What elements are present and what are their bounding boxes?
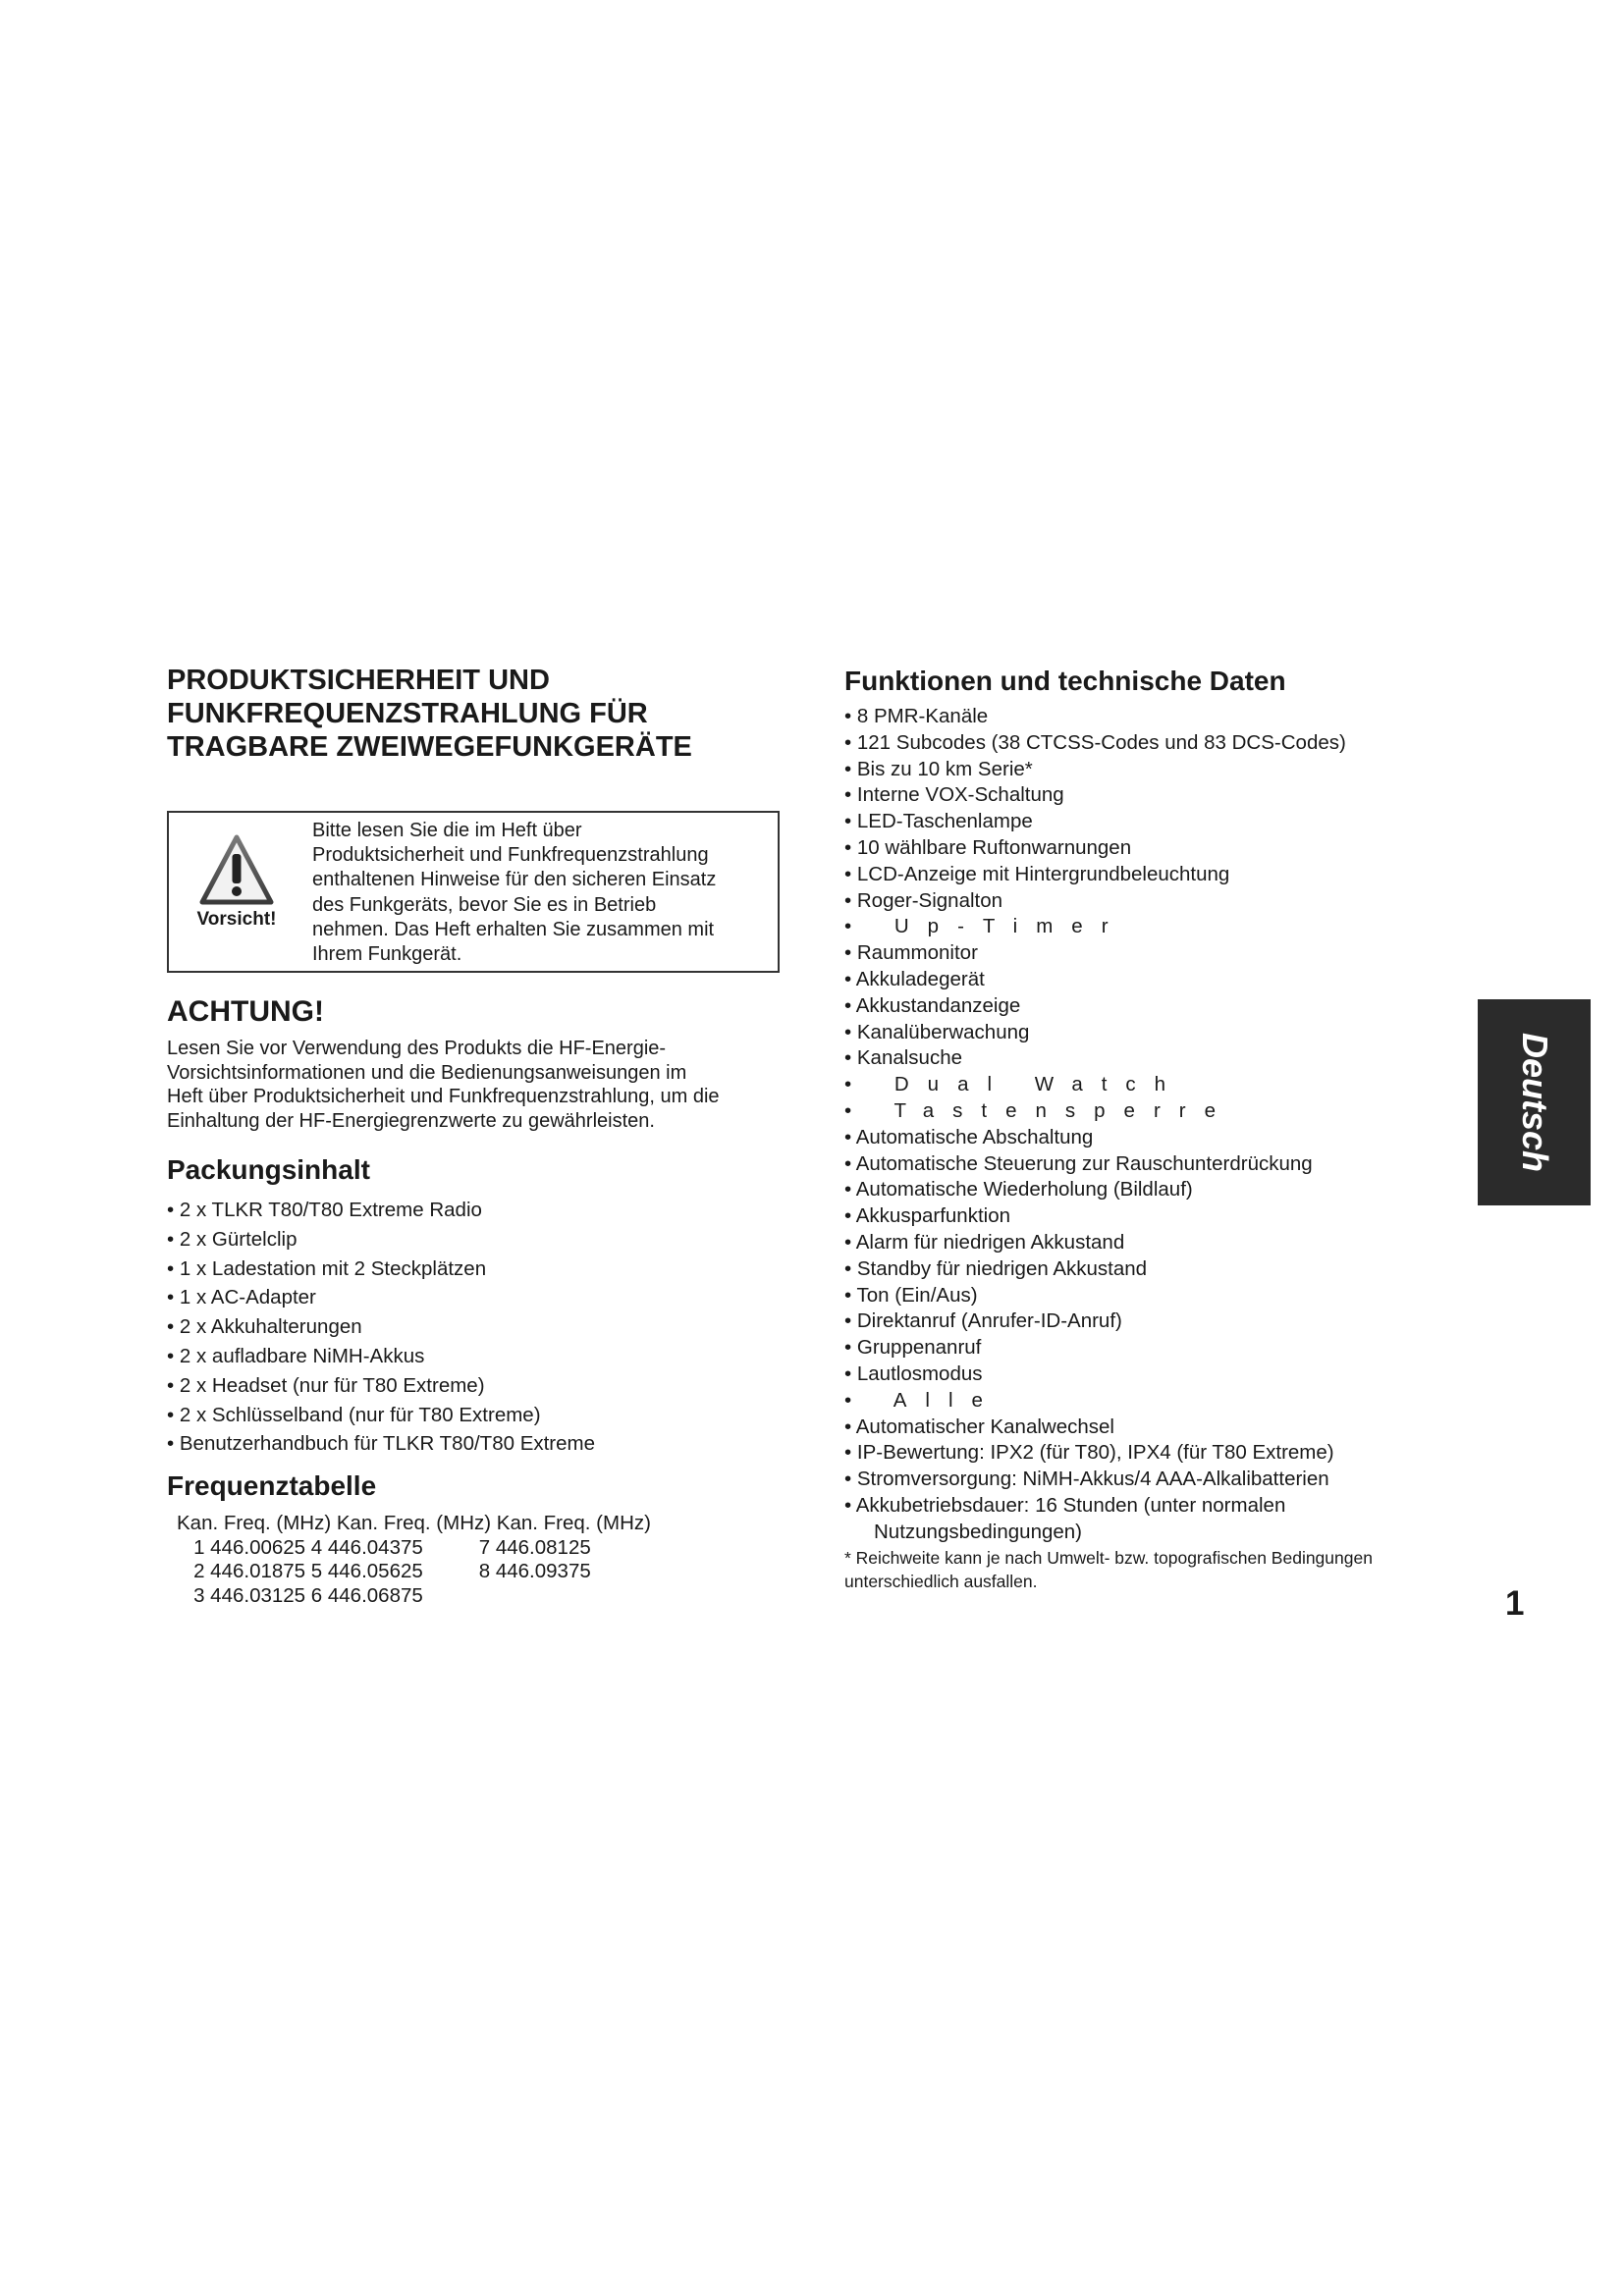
- list-item: [844, 1072, 1473, 1098]
- caution-box: [167, 811, 780, 973]
- list-item-continuation: Nutzungsbedingungen): [874, 1520, 1082, 1543]
- caution-label: Vorsicht!: [196, 909, 277, 930]
- list-item: • LED-Taschenlampe: [844, 810, 1033, 833]
- list-item: • Bis zu 10 km Serie*: [844, 757, 1033, 780]
- list-item: • Benutzerhandbuch für TLKR T80/T80 Extreme: [167, 1432, 596, 1456]
- features-list: [844, 704, 1473, 1546]
- footnote-line: * Reichweite kann je nach Umwelt- bzw. topografischen Bedingungen: [844, 1547, 1373, 1568]
- list-item: • 2 x aufladbare NiMH-Akkus: [167, 1344, 425, 1367]
- list-item: • Lautlosmodus: [844, 1362, 983, 1385]
- list-item: • 121 Subcodes (38 CTCSS-Codes und 83 DCS-Codes): [844, 730, 1346, 754]
- caution-text-line: nehmen. Das Heft erhalten Sie zusammen mit: [312, 918, 715, 940]
- list-item: • 10 wählbare Ruftonwarnungen: [844, 835, 1132, 859]
- safety-title-line: FUNKFREQUENZSTRAHLUNG FÜR: [167, 698, 648, 729]
- list-item: • 2 x Schlüsselband (nur für T80 Extreme): [167, 1403, 541, 1426]
- footnote: [844, 1546, 1473, 1593]
- list-item: • 8 PMR-Kanäle: [844, 705, 989, 727]
- list-item: • Roger-Signalton: [844, 888, 1003, 912]
- achtung-body-line: Lesen Sie vor Verwendung des Produkts die HF-Energie-: [167, 1038, 667, 1059]
- list-item: • Interne VOX-Schaltung: [844, 783, 1064, 807]
- language-tab: [1478, 999, 1591, 1205]
- list-item: • Automatische Steuerung zur Rauschunterdrückung: [844, 1151, 1313, 1175]
- achtung-body: [167, 1037, 795, 1133]
- list-item: [844, 1388, 1473, 1415]
- caution-text-line: Bitte lesen Sie die im Heft über: [312, 820, 582, 841]
- page-number: 1: [1505, 1584, 1525, 1623]
- frequency-table-row: 2 446.01875 5 446.05625 8 446.09375: [177, 1560, 591, 1583]
- packung-list: [167, 1196, 595, 1459]
- packung-title: Packungsinhalt: [167, 1154, 370, 1185]
- achtung-body-line: Einhaltung der HF-Energiegrenzwerte zu gewährleisten.: [167, 1109, 655, 1132]
- list-item: • 2 x Gürtelclip: [167, 1227, 298, 1251]
- list-item: • Gruppenanruf: [844, 1336, 982, 1360]
- caution-text-line: des Funkgeräts, bevor Sie es in Betrieb: [312, 893, 657, 916]
- warning-triangle-icon: [199, 834, 274, 905]
- list-item: • LCD-Anzeige mit Hintergrundbeleuchtung: [844, 862, 1230, 885]
- achtung-title: ACHTUNG!: [167, 995, 324, 1028]
- achtung-body-line: Heft über Produktsicherheit und Funkfrequenzstrahlung, um die: [167, 1086, 720, 1107]
- list-item: • Ton (Ein/Aus): [844, 1283, 978, 1307]
- caution-icon-group: [183, 834, 291, 962]
- caution-text-line: Ihrem Funkgerät.: [312, 943, 462, 966]
- features-title: Funktionen und technische Daten: [844, 666, 1286, 696]
- list-item: • Akkubetriebsdauer: 16 Stunden (unter normalen: [844, 1493, 1286, 1517]
- frequenz-title: Frequenztabelle: [167, 1470, 377, 1501]
- list-item: • 2 x TLKR T80/T80 Extreme Radio: [167, 1199, 482, 1221]
- list-item: • Kanalüberwachung: [844, 1020, 1030, 1043]
- list-item: • 2 x Akkuhalterungen: [167, 1315, 362, 1339]
- list-item: • 1 x AC-Adapter: [167, 1286, 316, 1309]
- caution-text: [312, 819, 774, 967]
- language-tab-label: Deutsch: [1514, 1032, 1555, 1173]
- list-item: • Akkustandanzeige: [844, 993, 1021, 1017]
- list-item: • Alarm für niedrigen Akkustand: [844, 1230, 1125, 1254]
- caution-text-line: Produktsicherheit und Funkfrequenzstrahlung: [312, 844, 709, 867]
- list-item-text: • Dual Watch: [844, 1073, 1185, 1096]
- list-item: • Stromversorgung: NiMH-Akkus/4 AAA-Alkalibatterien: [844, 1468, 1329, 1491]
- frequency-table-row: 1 446.00625 4 446.04375 7 446.08125: [177, 1535, 591, 1559]
- safety-title-line: PRODUKTSICHERHEIT UND: [167, 665, 550, 696]
- caution-text-line: enthaltenen Hinweise für den sicheren Einsatz: [312, 869, 717, 891]
- list-item: [844, 914, 1473, 940]
- list-item-text: • Tastensperre: [844, 1098, 1235, 1122]
- list-item-text: • Alle: [844, 1388, 1001, 1412]
- frequency-table-row: 3 446.03125 6 446.06875: [177, 1583, 423, 1607]
- list-item: • Automatische Abschaltung: [844, 1125, 1094, 1148]
- list-item: • Direktanruf (Anrufer-ID-Anruf): [844, 1309, 1122, 1333]
- achtung-body-line: Vorsichtsinformationen und die Bedienungsanweisungen im: [167, 1061, 687, 1084]
- list-item: • Kanalsuche: [844, 1046, 963, 1070]
- safety-title-line: TRAGBARE ZWEIWEGEFUNKGERÄTE: [167, 731, 692, 763]
- list-item: • Automatischer Kanalwechsel: [844, 1415, 1114, 1438]
- safety-title: [167, 664, 795, 764]
- frequency-table-row: Kan. Freq. (MHz) Kan. Freq. (MHz) Kan. Freq. (MHz): [177, 1512, 651, 1534]
- list-item: • IP-Bewertung: IPX2 (für T80), IPX4 (für T80 Extreme): [844, 1441, 1334, 1465]
- list-item: • Akkuladegerät: [844, 967, 985, 990]
- left-column: [167, 664, 795, 1607]
- list-item: [844, 1098, 1473, 1125]
- right-column: [844, 665, 1473, 1593]
- list-item: • Automatische Wiederholung (Bildlauf): [844, 1178, 1193, 1201]
- list-item: • Akkusparfunktion: [844, 1204, 1010, 1228]
- list-item: • 1 x Ladestation mit 2 Steckplätzen: [167, 1256, 487, 1280]
- list-item: • Raummonitor: [844, 941, 978, 965]
- list-item: • Standby für niedrigen Akkustand: [844, 1256, 1148, 1280]
- list-item: • 2 x Headset (nur für T80 Extreme): [167, 1373, 485, 1397]
- list-item-text: • Up-Timer: [844, 915, 1127, 938]
- footnote-line: unterschiedlich ausfallen.: [844, 1571, 1038, 1591]
- frequency-table: [177, 1512, 651, 1608]
